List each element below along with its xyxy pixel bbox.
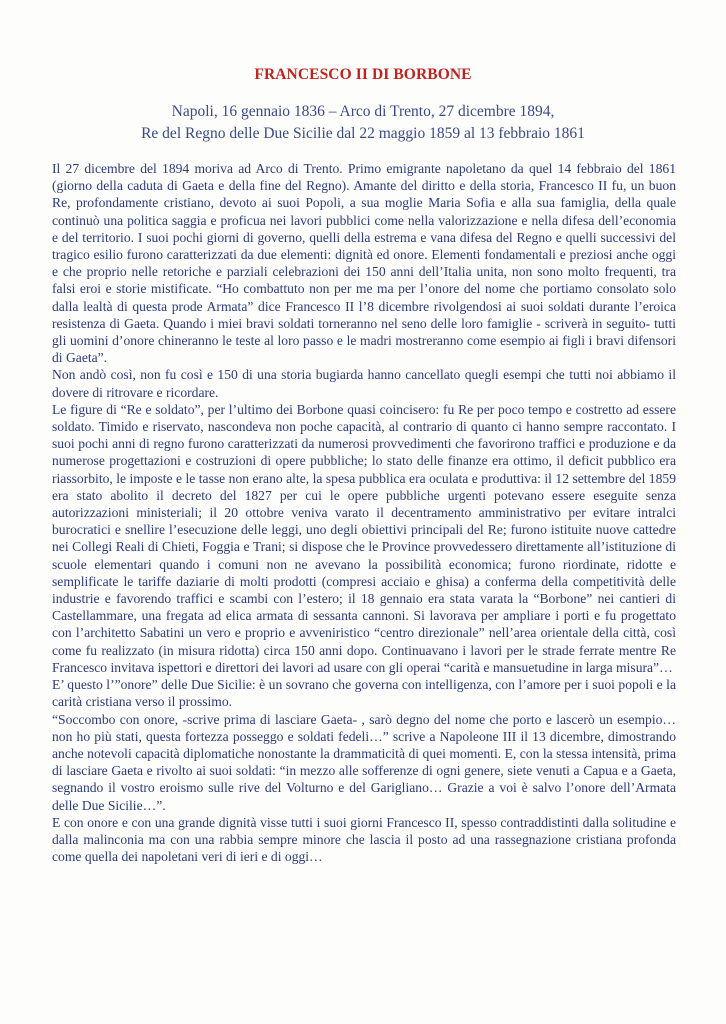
paragraph: Non andò così, non fu così e 150 di una storia bugiarda hanno cancellato quegli esempi che tutti noi abbiamo il dovere di ritrovare e ricordare. (52, 367, 676, 400)
paragraph: E’ questo l’”onore” delle Due Sicilie: è un sovrano che governa con intelligenza, con l’amore per i suoi popoli e la carità cristiana verso il prossimo. (52, 677, 676, 710)
subtitle-dates: Napoli, 16 gennaio 1836 – Arco di Trento, 27 dicembre 1894, (171, 103, 555, 120)
body-text (52, 160, 676, 865)
paragraph: Le figure di “Re e soldato”, per l’ultimo dei Borbone quasi coincisero: fu Re per poco tempo e costretto ad essere soldato. Timido e riservato, nascondeva non poche capacità, al contrario di quanto ci hanno sempre raccontato. I suoi pochi anni di regno furono caratterizzati da numerosi provvedimenti che favorirono traffici e produzione e da numerose progettazioni e costruzioni di opere pubbliche; lo stato delle finanze era ottimo, il deficit pubblico era riassorbito, le imposte e le tasse non erano alte, la spesa pubblica era oculata e produttiva: il 12 settembre del 1859 era stato abolito il decreto del 1827 per cui le opere pubbliche urgenti potevano essere eseguite senza autorizzazioni ministeriali; il 20 ottobre veniva varato il decentramento amministrativo per evitare intralci burocratici e snellire l’esecuzione delle leggi, uno degli obiettivi principali del Re; furono istituite nuove cattedre nei Collegi Reali di Chieti, Foggia e Trani; si dispose che le Province provvedessero direttamente all’istituzione di scuole elementari quando i comuni non ne avevano la possibilità economica; furono riordinate, ridotte e semplificate le tariffe daziarie di molti prodotti (compresi acciaio e ghisa) a conferma della competitività delle industrie e favorendo traffici e scambi con l’estero; il 18 gennaio era stata varata la “Borbone” nei cantieri di Castellammare, una fregata ad elica armata di sessanta cannoni. Si lavorava per ampliare i porti e fu progettato con l’architetto Sabatini un vero e proprio e avveniristico “centro direzionale” nell’area orientale della città, così come fu realizzato (in misura ridotta) circa 150 anni dopo. Continuavano i lavori per le strade ferrate mentre Re Francesco invitava ispettori e direttori dei lavori ad usare con gli operai “carità e mansuetudine in larga misura”… (52, 401, 676, 675)
page-title: FRANCESCO II DI BORBONE (254, 66, 472, 83)
subtitle-reign: Re del Regno delle Due Sicilie dal 22 maggio 1859 al 13 febbraio 1861 (141, 125, 585, 142)
paragraph: Il 27 dicembre del 1894 moriva ad Arco di Trento. Primo emigrante napoletano da quel 14 febbraio del 1861 (giorno della caduta di Gaeta e della fine del Regno). Amante del diritto e della storia, Francesco II fu, un buon Re, profondamente cristiano, devoto ai suoi Popoli, a sua moglie Maria Sofia e alla sua famiglia, della quale continuò una politica saggia e proficua nei lavori pubblici come nella valorizzazione e nella difesa dell’economia e del territorio. I suoi pochi giorni di governo, quelli della estrema e vana difesa del Regno e quelli successivi del tragico esilio furono caratterizzati da due elementi: dignità ed onore. Elementi fondamentali e preziosi anche oggi e che proprio nelle retoriche e parziali celebrazioni dei 150 anni dell’Italia unita, non sono molto frequenti, tra falsi eroi e storie mistificate. “Ho combattuto non per me ma per l’onore del nome che portiamo consolato solo dalla lealtà di questa prode Armata” dice Francesco II l’8 dicembre rivolgendosi ai suoi soldati durante l’eroica resistenza di Gaeta. Quando i miei bravi soldati torneranno nel seno delle loro famiglie - scriverà in seguito- tutti gli uomini d’onore chineranno le teste al loro passo e le madri mostreranno come esempio ai figli i bravi difensori di Gaeta”. (52, 161, 676, 366)
paragraph: “Soccombo con onore, -scrive prima di lasciare Gaeta- , sarò degno del nome che porto e lascerò un esempio… non ho più stati, questa fortezza posseggo e soldati fedeli…” scrive a Napoleone III il 13 dicembre, dimostrando anche notevoli capacità diplomatiche nonostante la drammaticità di quei momenti. E, con la stessa intensità, prima di lasciare Gaeta e rivolto ai suoi soldati: “in mezzo alle sofferenze di ogni genere, siete venuti a Capua e a Gaeta, segnando il vostro eroismo sulle rive del Volturno e del Garigliano… Grazie a voi è salvo l’onore dell’Armata delle Due Sicilie…”. (52, 711, 676, 813)
paragraph: E con onore e con una grande dignità visse tutti i suoi giorni Francesco II, spesso contraddistinti dalla solitudine e dalla malinconia ma con una rabbia sempre minore che lascia il posto ad una rassegnazione cristiana profonda come quella dei napoletani veri di ieri e di oggi… (52, 814, 676, 865)
